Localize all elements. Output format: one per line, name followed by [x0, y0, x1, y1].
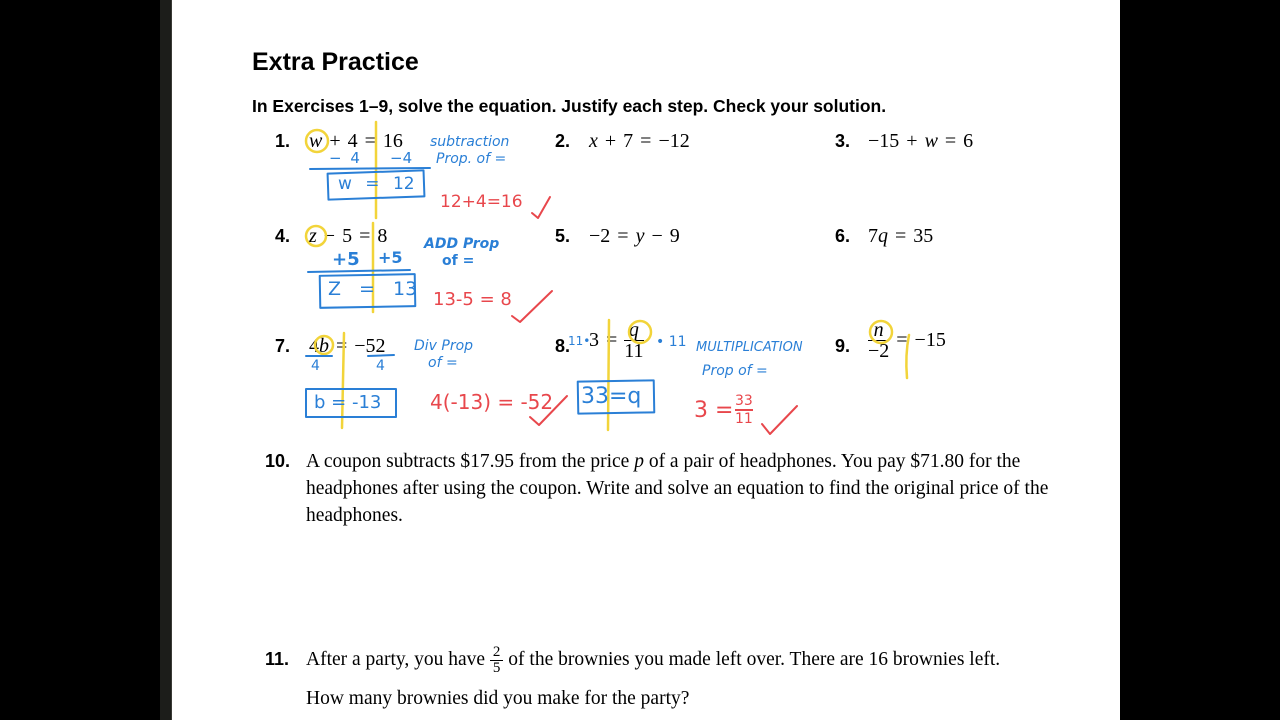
variable-w: w	[924, 130, 938, 152]
fraction-q-over-11	[624, 320, 643, 361]
text-part: of a pair of headphones. You pay $71.80 for the headphones after using the coupon. Write and solve an equation to find the original price of the headphones.	[306, 451, 1049, 526]
ex4-step-right: +5	[378, 248, 403, 267]
exercise-equation-2	[589, 130, 690, 153]
ex7-note-line1: Div Prop	[414, 338, 474, 354]
fraction-n-over-neg2	[868, 320, 889, 361]
equation-rest: = 6	[937, 130, 974, 152]
worksheet-page	[172, 0, 1120, 720]
ex8-check-left: 3 =	[694, 398, 734, 423]
text-part: of the brownies you made left over. There are 16 brownies left.	[508, 648, 1001, 670]
ex8-multiplier-left: 11•	[568, 334, 591, 348]
exercise-equation-4	[309, 225, 387, 248]
exercise-number-5: 5.	[555, 226, 571, 246]
exercise-number-4: 4.	[275, 226, 291, 246]
ex4-answer: Z = 13	[328, 278, 418, 300]
ex1-check: 12+4=16	[440, 192, 523, 212]
variable-w: w	[309, 130, 323, 152]
exercise-number-1: 1.	[275, 131, 291, 151]
equation-rest: − 5 = 8	[316, 225, 388, 247]
exercise-number-9: 9.	[835, 336, 851, 356]
check-fraction-denominator: 11	[735, 411, 753, 427]
fraction-numerator: n	[868, 320, 889, 341]
ex7-divisor-right: 4	[376, 358, 385, 374]
equation-pre: 3 =	[589, 329, 625, 351]
equation-pre: 7	[868, 225, 878, 247]
ex8-check-fraction	[735, 393, 753, 427]
equation-rest: + 4 = 16	[322, 130, 403, 152]
ex7-check: 4(-13) = -52	[430, 390, 554, 414]
text-part: After a party, you have	[306, 648, 490, 670]
ex4-note-line1: ADD Prop	[424, 236, 500, 252]
ex8-note-line2: Prop of =	[702, 363, 768, 379]
ex4-note-line2: of =	[442, 253, 475, 269]
ex1-answer: w = 12	[338, 174, 415, 194]
variable-x: x	[589, 130, 598, 152]
exercise-number-3: 3.	[835, 131, 851, 151]
instructions: In Exercises 1–9, solve the equation. Justify each step. Check your solution.	[252, 96, 887, 116]
ex4-check: 13-5 = 8	[433, 289, 512, 310]
exercise-equation-9	[868, 320, 946, 361]
exercise-number-6: 6.	[835, 226, 851, 246]
equation-rest: + 7 = −12	[597, 130, 690, 152]
fraction-2-over-5	[490, 645, 504, 676]
ex8-note-line1: MULTIPLICATION	[696, 340, 803, 355]
word-problem-11-text	[306, 645, 1096, 676]
word-problem-10-text	[306, 448, 1096, 529]
exercise-equation-3	[868, 130, 973, 153]
equation-rest: − 9	[644, 225, 680, 247]
exercise-number-7: 7.	[275, 336, 291, 356]
variable-p: p	[634, 451, 644, 472]
fraction-denominator: 11	[624, 340, 644, 362]
fraction-denominator: −2	[868, 340, 890, 362]
variable-q: q	[878, 225, 888, 247]
ex1-step-left: − 4	[329, 149, 362, 167]
exercise-equation-5	[589, 225, 680, 248]
fraction-numerator: q	[624, 320, 643, 341]
equation-rest: = −15	[889, 329, 946, 351]
ex8-answer: 33=q	[581, 384, 642, 409]
text-part: A coupon subtracts $17.95 from the price	[306, 451, 635, 472]
exercise-number-11: 11.	[265, 649, 290, 669]
equation-pre: −15 +	[868, 130, 925, 152]
ex4-step-left: +5	[332, 249, 360, 270]
variable-b: b	[319, 335, 329, 357]
equation-pre: 4	[309, 335, 319, 357]
ex8-multiplier-right: • 11	[656, 334, 687, 350]
fraction-numerator: 2	[490, 645, 504, 661]
exercise-equation-8	[589, 320, 644, 361]
word-problem-11-line2: How many brownies did you make for the party?	[306, 688, 690, 709]
equation-pre: −2 =	[589, 225, 636, 247]
ex1-step-right: −4	[390, 149, 413, 167]
exercise-number-2: 2.	[555, 131, 571, 151]
variable-z: z	[309, 225, 317, 247]
exercise-equation-7	[309, 335, 386, 358]
fraction-denominator: 5	[492, 660, 501, 676]
ex1-note-line2: Prop. of =	[436, 151, 507, 167]
ex1-note-line1: subtraction	[430, 134, 510, 150]
window-edge-strip	[160, 0, 172, 720]
ex7-note-line2: of =	[428, 355, 458, 371]
exercise-number-10: 10.	[265, 451, 291, 471]
section-title: Extra Practice	[252, 48, 419, 76]
exercise-equation-6	[868, 225, 933, 248]
variable-y: y	[635, 225, 645, 247]
exercise-number-8: 8.	[555, 336, 571, 356]
check-fraction-numerator: 33	[735, 393, 753, 409]
ex7-answer: b = -13	[314, 392, 382, 413]
equation-rest: = −52	[329, 335, 386, 357]
equation-rest: = 35	[888, 225, 934, 247]
ex7-divisor-left: 4	[311, 358, 320, 374]
